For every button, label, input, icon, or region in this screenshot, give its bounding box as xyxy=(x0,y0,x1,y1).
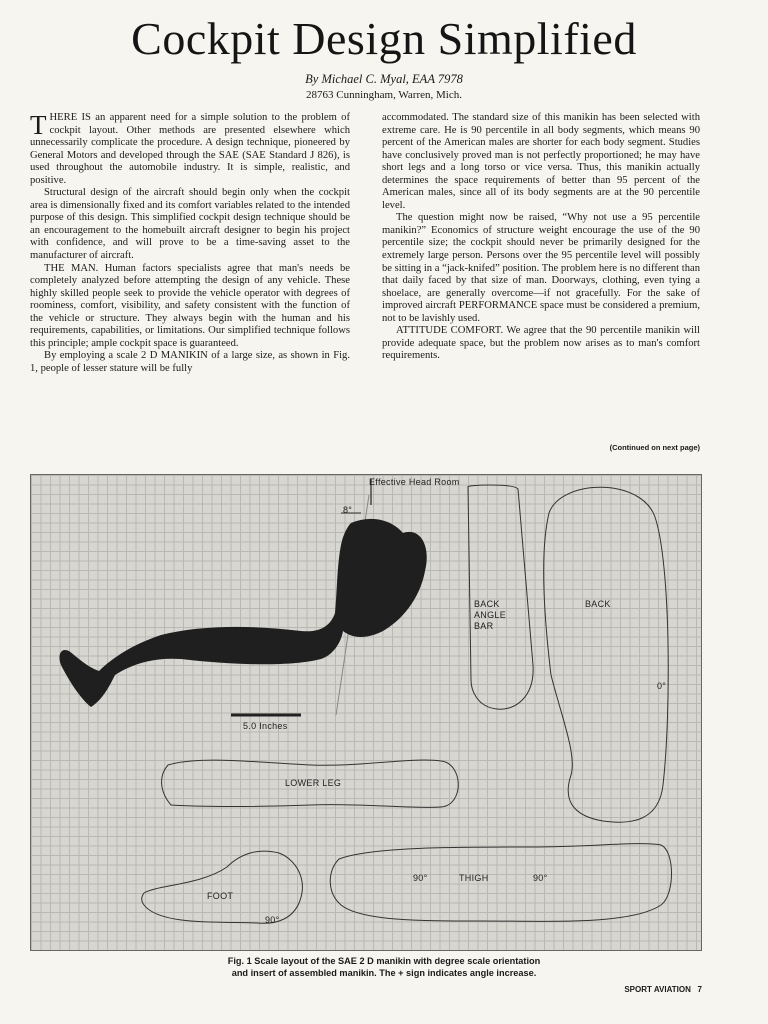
label-back-zero: 0° xyxy=(657,681,667,691)
back-shape xyxy=(544,487,669,822)
manikin-silhouette xyxy=(59,519,426,707)
figure-manikin-layout xyxy=(30,474,702,951)
publication-name: SPORT AVIATION xyxy=(624,985,691,994)
label-back-angle-bar-line2: ANGLE xyxy=(474,610,507,620)
figure-caption-line2: and insert of assembled manikin. The + sign indicates angle increase. xyxy=(231,968,537,978)
label-back-angle-bar xyxy=(474,599,506,632)
paragraph-1-text: HERE IS an apparent need for a simple solution to the problem of cockpit layout. Other methods are presented elsewhere which unnecessarily complicate the procedure. A design technique, pioneered by General Motors and developed through the SAE (SAE Standard J 826), is used throughout the automobile industry. It is simple, realistic, and positive. xyxy=(30,112,350,186)
manikin-drawing xyxy=(31,475,701,950)
page-footer xyxy=(624,985,702,994)
label-thigh: THIGH xyxy=(459,873,489,883)
author-address: 28763 Cunningham, Warren, Mich. xyxy=(306,89,462,101)
figure-caption-line1: Fig. 1 Scale layout of the SAE 2 D manikin with degree scale orientation xyxy=(227,956,541,966)
paragraph-5: accommodated. The standard size of this manikin has been selected with extreme care. He is 90 percentile in all body segments, which means 90 percent of the American males are shorter for each body segment. Studies have conclusively proved man is not perfectly proportioned; he may have short legs and a long torso or vice versa. Thus, this manikin actually determines the space requirements of better than 95 percent of the American males, since all of its body segments are at the 90 percentile level. xyxy=(382,112,700,211)
label-back-angle-bar-line1: BACK xyxy=(474,599,500,609)
continued-note: (Continued on next page) xyxy=(609,443,700,452)
label-scale: 5.0 Inches xyxy=(243,721,288,731)
paragraph-2: Structural design of the aircraft should begin only when the cockpit area is dimensionally fixed and its comfort variables related to the intended purpose of this design. This simplified cockpit design technique should be an encouragement to the homebuilt aircraft designer to begin his project with confidence, and will prove to be a time-saving asset to the manufacturer of aircraft. xyxy=(30,187,350,262)
paragraph-4: By employing a scale 2 D MANIKIN of a large size, as shown in Fig. 1, people of lesser stature will be fully xyxy=(30,350,350,374)
paragraph-7: ATTITUDE COMFORT. We agree that the 90 percentile manikin will provide adequate space, but the problem now arises as to man's comfort requirements. xyxy=(382,325,700,362)
label-lower-leg: LOWER LEG xyxy=(285,778,342,788)
author-byline: By Michael C. Myal, EAA 7978 xyxy=(305,72,463,86)
figure-caption xyxy=(80,955,688,979)
foot-shape xyxy=(142,851,303,923)
label-back-angle-bar-line3: BAR xyxy=(474,621,494,631)
page-number: 7 xyxy=(697,985,702,994)
drop-cap: T xyxy=(30,110,47,140)
paragraph-3: THE MAN. Human factors specialists agree that man's needs be completely analyzed before attempting the design of any vehicle. These highly skilled people seek to provide the vehicle operator with degrees of roominess, comfort, visibility, and safety consistent with the function of the vehicle or structure. They always begin with the human and his requirements, capabilities, or limitations. Our simplified technique follows this principle; ample cockpit space is guaranteed. xyxy=(30,262,350,349)
label-foot-angle: 90° xyxy=(265,915,280,925)
right-column xyxy=(382,112,700,363)
article-title: Cockpit Design Simplified xyxy=(131,13,637,64)
paragraph-1 xyxy=(30,112,350,187)
paragraph-6: The question might now be raised, “Why not use a 95 percentile manikin?” Economics of structure weight encourage the use of the 90 percentile size; the cockpit should never be primarily designed for the extremely large person. Persons over the 95 percentile level will possibly be sitting in a “jack-knifed” position. The problem here is no different than that daily faced by that size of man. Doorways, clothing, even tying a shoelace, are generally overcome—if not gracefully. For the sake of improved aircraft PERFORMANCE space must be considered a premium, not to be lavishly used. xyxy=(382,212,700,324)
label-thigh-angle-left: 90° xyxy=(413,873,428,883)
left-column xyxy=(30,112,350,375)
thigh-shape xyxy=(330,844,671,922)
label-back: BACK xyxy=(585,599,611,609)
label-foot: FOOT xyxy=(207,891,234,901)
label-effective-head-room: Effective Head Room xyxy=(369,477,460,487)
label-angle-8: 8° xyxy=(343,505,353,515)
label-thigh-angle-right: 90° xyxy=(533,873,548,883)
back-angle-bar-shape xyxy=(468,485,533,709)
